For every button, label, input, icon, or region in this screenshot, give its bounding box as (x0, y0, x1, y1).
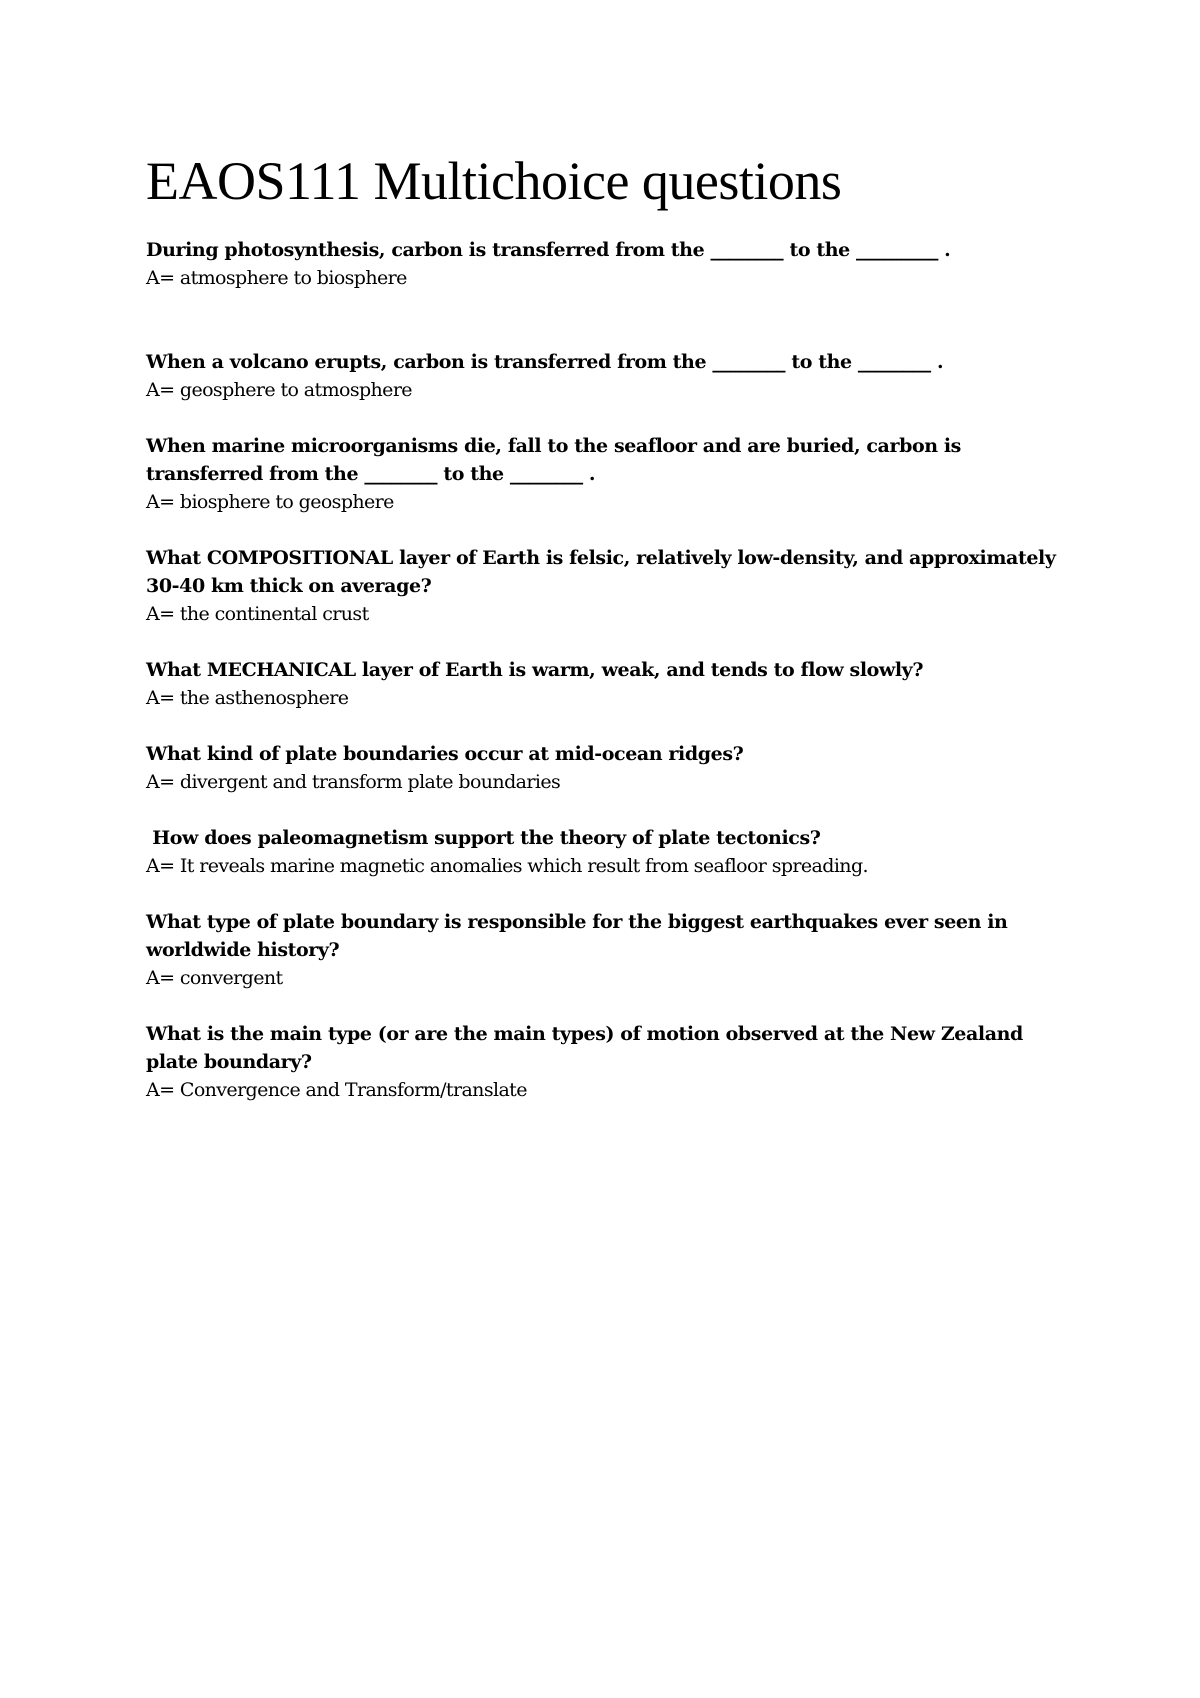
question-text: What MECHANICAL layer of Earth is warm, weak, and tends to flow slowly? (146, 659, 924, 681)
qa-item (146, 824, 1066, 880)
question-text: How does paleomagnetism support the theory of plate tectonics? (146, 827, 821, 849)
question-text: When a volcano erupts, carbon is transferred from the ________ to the ________ . (146, 351, 944, 373)
answer-text: A= Convergence and Transform/translate (146, 1079, 527, 1101)
answer-text: A= the continental crust (146, 603, 369, 625)
question-text: What kind of plate boundaries occur at mid-ocean ridges? (146, 743, 744, 765)
answer-text: A= the asthenosphere (146, 687, 349, 709)
answer-text: A= atmosphere to biosphere (146, 267, 407, 289)
qa-item (146, 348, 1066, 404)
qa-item (146, 544, 1066, 628)
qa-item (146, 236, 1066, 292)
document-page (146, 150, 1066, 1104)
question-text: During photosynthesis, carbon is transferred from the ________ to the _________ . (146, 239, 951, 261)
answer-text: A= convergent (146, 967, 283, 989)
qa-item (146, 740, 1066, 796)
qa-item (146, 432, 1066, 516)
qa-item (146, 1020, 1066, 1104)
question-text: What COMPOSITIONAL layer of Earth is felsic, relatively low-density, and approximately 30-40 km thick on average? (146, 547, 1056, 597)
answer-text: A= It reveals marine magnetic anomalies which result from seafloor spreading. (146, 855, 868, 877)
answer-text: A= divergent and transform plate boundaries (146, 771, 561, 793)
question-text: What is the main type (or are the main types) of motion observed at the New Zealand plate boundary? (146, 1023, 1023, 1073)
document-title: EAOS111 Multichoice questions (146, 151, 842, 211)
qa-item (146, 656, 1066, 712)
answer-text: A= biosphere to geosphere (146, 491, 394, 513)
question-text: What type of plate boundary is responsible for the biggest earthquakes ever seen in worldwide history? (146, 911, 1008, 961)
answer-text: A= geosphere to atmosphere (146, 379, 412, 401)
qa-item (146, 908, 1066, 992)
question-text: When marine microorganisms die, fall to the seafloor and are buried, carbon is transferred from the ________ to the ________ . (146, 435, 961, 485)
